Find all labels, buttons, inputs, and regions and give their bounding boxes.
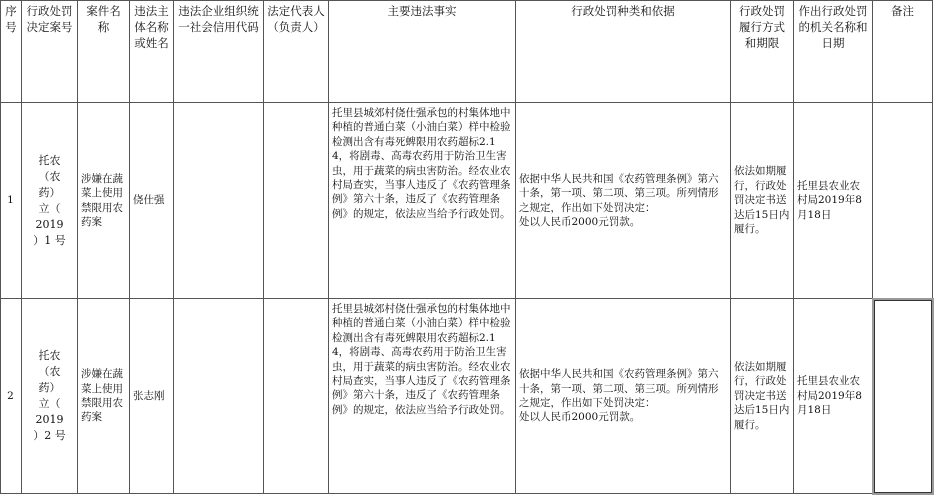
cell-credit-code[interactable]: [174, 103, 264, 299]
cell-case-no[interactable]: 托农 （农 药） 立（ 2019 ）2 号: [22, 299, 78, 494]
header-case-no[interactable]: 行政处罚决定案号: [22, 1, 78, 103]
cell-party[interactable]: 侥仕强: [130, 103, 174, 299]
header-penalty[interactable]: 行政处罚种类和依据: [516, 1, 731, 103]
header-method[interactable]: 行政处罚履行方式和期限: [731, 1, 794, 103]
cell-party[interactable]: 张志刚: [130, 299, 174, 494]
header-case-name[interactable]: 案件名称: [78, 1, 130, 103]
cell-case-no[interactable]: 托农 （农 药） 立（ 2019 ）1 号: [22, 103, 78, 299]
header-legal-rep[interactable]: 法定代表人（负责人）: [264, 1, 329, 103]
cell-remarks[interactable]: [873, 103, 933, 299]
header-party[interactable]: 违法主体名称或姓名: [130, 1, 174, 103]
cell-method[interactable]: 依法如期履行，行政处罚决定书送达后15日内履行。: [731, 103, 794, 299]
header-seq[interactable]: 序号: [1, 1, 22, 103]
cell-credit-code[interactable]: [174, 299, 264, 494]
cell-facts[interactable]: 托里县城郊村侥仕强承包的村集体地中种植的普通白菜（小油白菜）样中检验检测出含有毒死蜱限用农药超标2.14，将剧毒、高毒农药用于防治卫生害虫，用于蔬菜的病虫害防治。经农业农村局查实，当事人违反了《农药管理条例》第六十条，违反了《农药管理条例》的规定，依法应当给予行政处罚。: [329, 299, 516, 494]
cell-case-name[interactable]: 涉嫌在蔬菜上使用禁限用农药案: [78, 299, 130, 494]
table-row: [1, 103, 933, 299]
cell-seq[interactable]: 1: [1, 103, 22, 299]
header-authority[interactable]: 作出行政处罚的机关名称和日期: [794, 1, 873, 103]
cell-seq[interactable]: 2: [1, 299, 22, 494]
header-row: [1, 1, 933, 103]
cell-authority[interactable]: 托里县农业农村局2019年8月18日: [794, 103, 873, 299]
cell-legal-rep[interactable]: [264, 103, 329, 299]
cell-penalty[interactable]: 依据中华人民共和国《农药管理条例》第六十条，第一项、第二项、第三项。所列情形之规定，作出如下处罚决定： 处以人民币2000元罚款。: [516, 299, 731, 494]
cell-case-name[interactable]: 涉嫌在蔬菜上使用禁限用农药案: [78, 103, 130, 299]
cell-remarks-selected[interactable]: [873, 299, 933, 494]
cell-facts[interactable]: 托里县城郊村侥仕强承包的村集体地中种植的普通白菜（小油白菜）样中检验检测出含有毒死蜱限用农药超标2.14，将剧毒、高毒农药用于防治卫生害虫，用于蔬菜的病虫害防治。经农业农村局查实，当事人违反了《农药管理条例》第六十条，违反了《农药管理条例》的规定，依法应当给予行政处罚。: [329, 103, 516, 299]
cell-legal-rep[interactable]: [264, 299, 329, 494]
cell-method[interactable]: 依法如期履行，行政处罚决定书送达后15日内履行。: [731, 299, 794, 494]
table-row: [1, 299, 933, 494]
header-remarks[interactable]: 备注: [873, 1, 933, 103]
header-credit-code[interactable]: 违法企业组织统一社会信用代码: [174, 1, 264, 103]
cell-authority[interactable]: 托里县农业农村局2019年8月18日: [794, 299, 873, 494]
cell-penalty[interactable]: 依据中华人民共和国《农药管理条例》第六十条，第一项、第二项、第三项。所列情形之规定，作出如下处罚决定： 处以人民币2000元罚款。: [516, 103, 731, 299]
header-facts[interactable]: 主要违法事实: [329, 1, 516, 103]
